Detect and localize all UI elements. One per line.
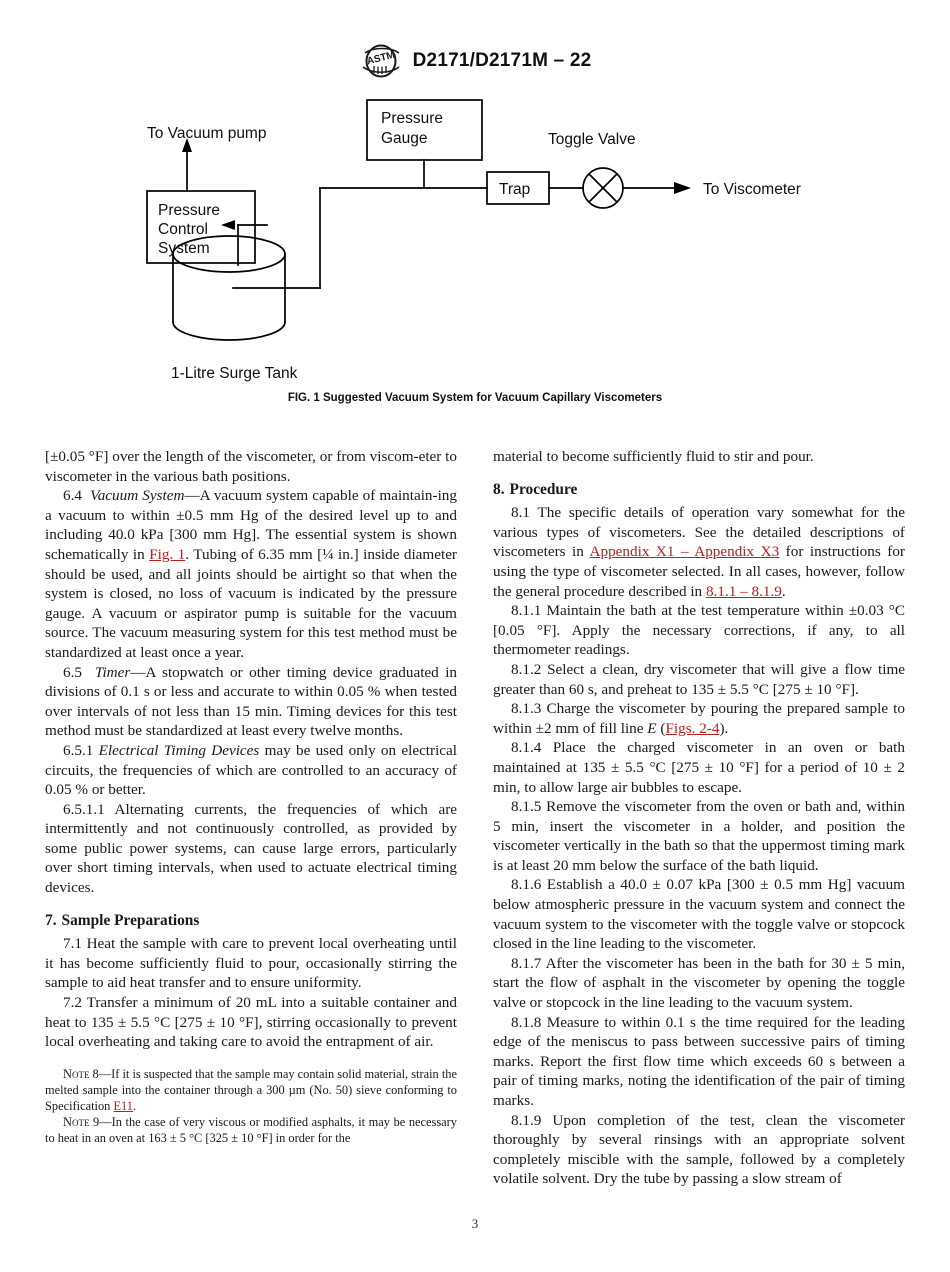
paragraph-6-5-1 xyxy=(45,741,457,800)
clause-text-a: —A vacuum system capable of maintain-ing a vacuum to within ±0.5 mm Hg of the desired level up to and including 40.0 kPa [300 mm Hg]. The essential system is shown schematically in xyxy=(45,487,457,563)
clause-number: 6.5.1 xyxy=(63,741,94,759)
paragraph-8-1-7 xyxy=(493,954,905,1013)
viscometer-arrowhead xyxy=(674,182,691,194)
clause-term: Vacuum System xyxy=(90,487,185,505)
paragraph-6-5 xyxy=(45,663,457,741)
clause-term: Electrical Timing Devices xyxy=(98,741,260,759)
clause-number: 7.1 xyxy=(63,935,82,953)
note-9 xyxy=(45,1114,457,1146)
paragraph-8-1-5 xyxy=(493,797,905,875)
label-pressure-gauge-1: Pressure xyxy=(381,110,444,127)
clause-text-b: for instructions for using the type of viscometer selected. In all cases, however, follow the general procedure described in xyxy=(493,543,905,600)
figure-1 xyxy=(0,88,950,404)
link-appendix-x1-x3[interactable]: Appendix X1 – Appendix X3 xyxy=(589,543,780,561)
clause-text-c: ). xyxy=(719,719,729,737)
section-title: Procedure xyxy=(509,480,578,498)
clause-number: 8.1.1 xyxy=(511,602,542,620)
link-figs-2-4[interactable]: Figs. 2-4 xyxy=(665,719,720,737)
right-column xyxy=(493,447,905,1189)
note-text-b: . xyxy=(132,1099,137,1113)
note-8 xyxy=(45,1066,457,1114)
clause-number: 6.5 xyxy=(63,663,82,681)
clause-text: Upon completion of the test, clean the viscometer thoroughly by several rinsings with an appropriate solvent completely miscible with the sample, followed by a completely volatile solvent. Dry the tube by passing a slow stream of xyxy=(493,1111,905,1188)
clause-number: 8.1.6 xyxy=(511,876,542,894)
clause-number: 8.1.9 xyxy=(511,1111,542,1129)
clause-text: Place the charged viscometer in an oven or bath maintained at 135 ± 5.5 °C [275 ± 10 °F] for a period of 10 ± 2 min, to allow large air bubbles to escape. xyxy=(493,739,905,796)
label-pressure-control-3: System xyxy=(158,240,210,257)
paragraph-7-1 xyxy=(45,934,457,993)
clause-term: Timer xyxy=(94,663,131,681)
note-number: 8 xyxy=(89,1066,99,1081)
left-column xyxy=(45,447,457,1189)
clause-number: 8.1.4 xyxy=(511,739,542,757)
section-number: 7. xyxy=(45,911,57,929)
section-heading-8 xyxy=(493,480,905,500)
clause-text: Remove the viscometer from the oven or bath and, within 5 min, insert the viscometer in a holder, and position the viscometer vertically in the bath so that the uppermost timing mark is at least 20 mm below the surface of the bath liquid. xyxy=(493,798,905,874)
note-label: Note xyxy=(63,1115,90,1130)
label-trap: Trap xyxy=(499,181,531,198)
clause-text-c: . xyxy=(781,582,786,600)
label-surge-tank: 1-Litre Surge Tank xyxy=(171,365,298,382)
clause-number: 6.4 xyxy=(63,487,82,505)
paragraph-8-1-9 xyxy=(493,1111,905,1189)
figure-caption: FIG. 1 Suggested Vacuum System for Vacuum Capillary Viscometers xyxy=(287,392,663,404)
paragraph-8-1 xyxy=(493,503,905,601)
link-clause-range[interactable]: 8.1.1 – 8.1.9 xyxy=(705,582,782,600)
paragraph-8-1-4 xyxy=(493,738,905,797)
note-label: Note xyxy=(63,1066,90,1081)
link-fig-1[interactable]: Fig. 1 xyxy=(149,545,186,563)
label-toggle-valve: Toggle Valve xyxy=(548,131,636,148)
svg-text:ASTM: ASTM xyxy=(365,49,396,68)
note-text: —In the case of very viscous or modified asphalts, it may be necessary to heat in an oven at 163 ± 5 °C [325 ± 10 °F] in order for the xyxy=(45,1115,457,1146)
fill-line-symbol: E xyxy=(647,719,657,737)
clause-number: 8.1.5 xyxy=(511,798,542,816)
clause-text-b: ( xyxy=(656,719,666,737)
clause-number: 6.5.1.1 xyxy=(63,800,105,818)
section-heading-7 xyxy=(45,911,457,931)
link-spec-e11[interactable]: E11 xyxy=(113,1099,133,1113)
section-number: 8. xyxy=(493,480,505,498)
vacuum-system-schematic xyxy=(125,88,825,388)
clause-text-b: . Tubing of 6.35 mm [¼ in.] inside diameter should be used, and all joints should be airtight so that when the system is closed, no loss of vacuum is indicated by the pressure gauge. A vacuum or aspirator pump is suitable for the vacuum source. The vacuum measuring system for this test method must be standardized at least once a year. xyxy=(45,545,457,661)
clause-text-a: The specific details of operation vary somewhat for the various types of viscometers. See the detailed descriptions of viscometers in xyxy=(493,504,905,561)
notes-block xyxy=(45,1066,457,1146)
clause-text: Heat the sample with care to prevent local overheating until it has become sufficiently fluid to pour, occasionally stirring the sample to aid heat transfer and to ensure uniformity. xyxy=(45,935,457,992)
clause-text: —A stopwatch or other timing device graduated in divisions of 0.1 s or less and accurate to within 0.05 % when tested over intervals of not less than 15 min. Timing devices for this test method must be standardized at least every twelve months. xyxy=(45,663,458,740)
paragraph-continuation: [±0.05 °F] over the length of the viscometer, or from viscom-eter to viscometer in the various bath positions. xyxy=(45,448,457,485)
surge-tank-bottom xyxy=(173,322,285,340)
document-header xyxy=(0,44,950,78)
paragraph-6-5-1-1 xyxy=(45,800,457,898)
paragraph-8-1-6 xyxy=(493,875,905,953)
label-pressure-control-2: Control xyxy=(158,221,208,238)
pcs-inlet-arrowhead xyxy=(221,220,235,230)
paragraph-8-1-8 xyxy=(493,1013,905,1111)
label-pressure-control-1: Pressure xyxy=(158,202,221,219)
clause-number: 8.1.7 xyxy=(511,954,542,972)
clause-number: 8.1.3 xyxy=(511,700,542,718)
clause-text: Measure to within 0.1 s the time required for the leading edge of the meniscus to pass between successive pairs of timing marks. Report the first flow time which exceeds 60 s between a pair of timing marks, noting the identification of the pair of timing marks. xyxy=(493,1013,905,1109)
label-to-viscometer: To Viscometer xyxy=(703,181,801,198)
astm-logo-icon xyxy=(359,44,403,78)
paragraph-6-4 xyxy=(45,486,457,662)
label-to-vacuum-pump: To Vacuum pump xyxy=(147,125,267,142)
paragraph-8-1-2 xyxy=(493,660,905,699)
clause-text: Maintain the bath at the test temperature within ±0.03 °C [0.05 °F]. Apply the necessary corrections, if any, to all thermometer readings. xyxy=(493,602,905,659)
clause-text: Transfer a minimum of 20 mL into a suitable container and heat to 135 ± 5.5 °C [275 ± 10 °F], stirring occasionally to prevent local overheating and taking care to avoid the entrapment of air. xyxy=(45,994,457,1051)
clause-number: 7.2 xyxy=(63,994,82,1012)
paragraph-8-1-3 xyxy=(493,699,905,738)
clause-number: 8.1.8 xyxy=(511,1013,542,1031)
paragraph-8-1-1 xyxy=(493,601,905,660)
clause-number: 8.1.2 xyxy=(511,660,542,678)
body-columns xyxy=(45,447,905,1189)
clause-text-a: Charge the viscometer by pouring the prepared sample to within ±2 mm of fill line xyxy=(493,700,905,737)
clause-text: may be used only on electrical circuits, the frequencies of which are controlled to an accuracy of 0.05 % or better. xyxy=(45,741,458,799)
page-number: 3 xyxy=(471,1216,479,1231)
note-text-a: —If it is suspected that the sample may contain solid material, strain the melted sample into the container through a 300 µm (No. 50) sieve conforming to Specification xyxy=(45,1066,457,1113)
clause-text: Select a clean, dry viscometer that will give a flow time greater than 60 s, and preheat to 135 ± 5.5 °C [275 ± 10 °F]. xyxy=(493,660,905,698)
label-pressure-gauge-2: Gauge xyxy=(381,130,428,147)
paragraph-7-2 xyxy=(45,993,457,1052)
standard-designation: D2171/D2171M – 22 xyxy=(412,50,592,71)
section-title: Sample Preparations xyxy=(61,911,200,929)
clause-text: Alternating currents, the frequencies of which are intermittently and not continuously controlled, as provided by some public power systems, can cause large errors, particularly over short timing intervals, when used to actuate electrical timing devices. xyxy=(45,800,457,897)
clause-number: 8.1 xyxy=(511,504,530,522)
clause-text: After the viscometer has been in the bath for 30 ± 5 min, start the flow of asphalt in the viscometer by opening the toggle valve or stopcock in the line leading to the vacuum system. xyxy=(493,954,905,1012)
note-number: 9 xyxy=(89,1115,100,1130)
paragraph-continuation: material to become sufficiently fluid to stir and pour. xyxy=(493,448,814,465)
clause-text: Establish a 40.0 ± 0.07 kPa [300 ± 0.5 mm Hg] vacuum below atmospheric pressure in the vacuum system and connect the vacuum system to the viscometer with the toggle valve or stopcock closed in the line leading to the viscometer. xyxy=(493,876,905,953)
